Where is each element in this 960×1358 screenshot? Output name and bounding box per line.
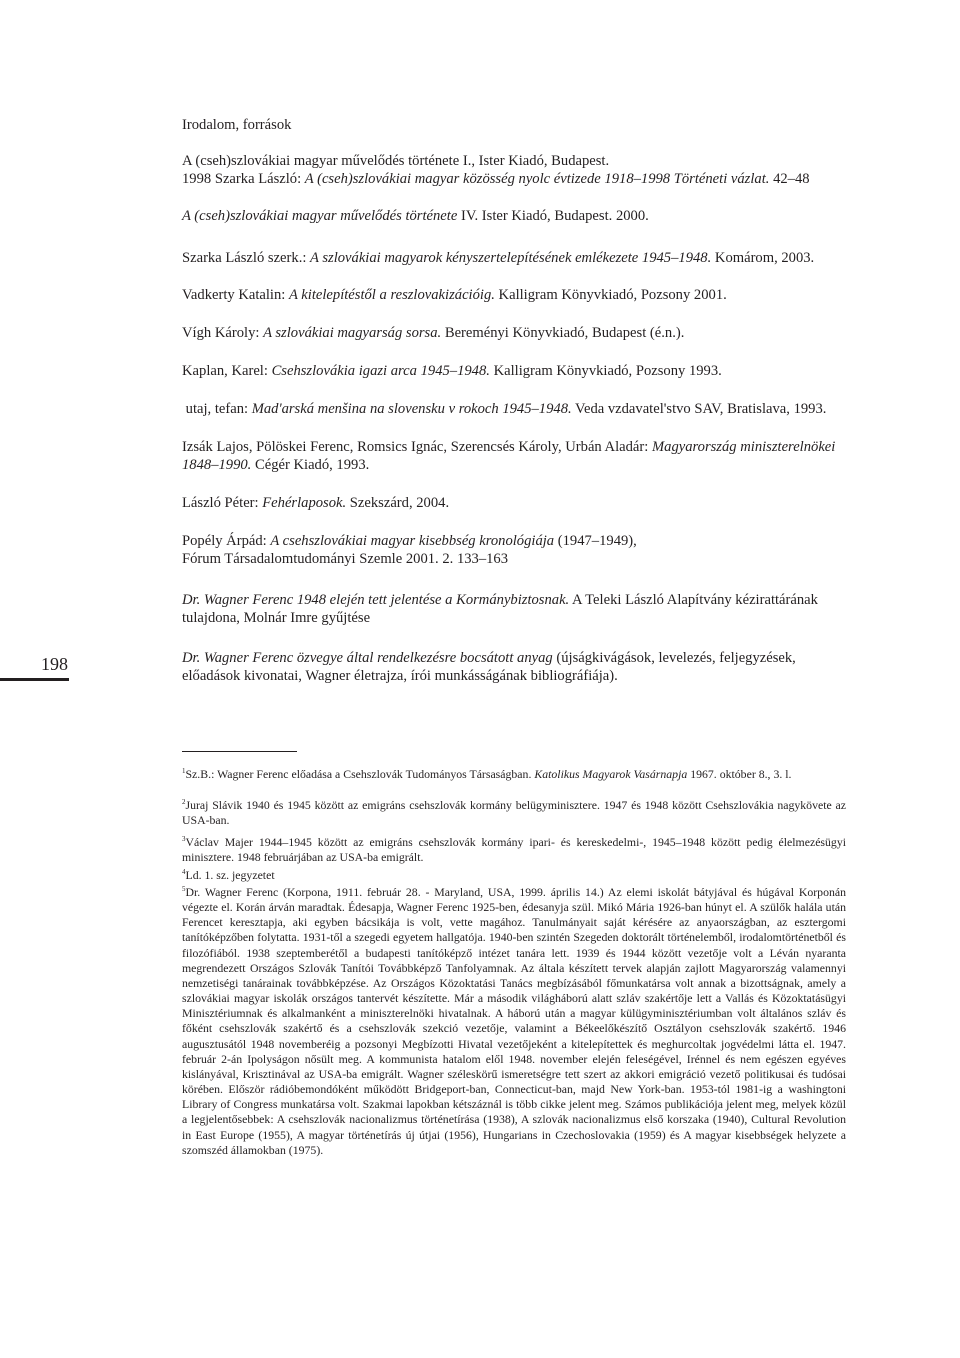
reference-1-line-a: A (cseh)szlovákiai magyar művelődés története I., Ister Kiadó, Budapest. (182, 153, 610, 169)
reference-4: Vadkerty Katalin: A kitelepítéstől a reszlovakizációig. Kalligram Könyvkiadó, Pozsony 2001. (182, 287, 727, 303)
footnote-3-marker: 3 (182, 835, 186, 844)
reference-7: utaj, tefan: Mad'arská menšina na slovensku v rokoch 1945–1948. Veda vzdavatel'stvo SAV, Bratislava, 1993. (182, 401, 827, 417)
reference-2: A (cseh)szlovákiai magyar művelődés története IV. Ister Kiadó, Budapest. 2000. (182, 208, 649, 224)
reference-10-line-b: Fórum Társadalomtudományi Szemle 2001. 2. 133–163 (182, 551, 509, 567)
footnote-5-marker: 5 (182, 885, 186, 894)
footnote-1: $^1$Sz.B.: Wagner Ferenc előadása a Csehszlovák Tudományos Társaságban. Katolikus Magyarok Vasárnapja 1967. október 8., 3. l. (182, 767, 792, 781)
page-number: 198 (41, 654, 68, 674)
footnote-3: $^3$Václav Majer 1944–1945 között az emigráns csehszlovák kormány ipari- és kereskedelmi-, 1945–1948 között pedig élelmezésügyi minisztere. 1948 februárjában az USA-ba emigrált. (182, 835, 846, 865)
footnote-4-marker: 4 (182, 868, 186, 877)
reference-6: Kaplan, Karel: Csehszlovákia igazi arca 1945–1948. Kalligram Könyvkiadó, Pozsony 1993. (182, 363, 722, 379)
reference-10 (182, 532, 844, 568)
reference-9: László Péter: Fehérlaposok. Szekszárd, 2004. (182, 495, 450, 511)
reference-1-line-b: 1998 Szarka László: A (cseh)szlovákiai magyar közösség nyolc évtizede 1918–1998 Történeti vázlat. 42–48 (182, 171, 810, 187)
reference-1 (182, 152, 844, 188)
footnote-1-marker: 1 (182, 767, 186, 776)
footnote-2: $^2$Juraj Slávik 1940 és 1945 között az emigráns csehszlovák kormány belügyminisztere. 1947 és 1948 között Csehszlovákia nagykövete az USA-ban. (182, 798, 846, 828)
reference-5: Vígh Károly: A szlovákiai magyarság sorsa. Bereményi Könyvkiadó, Budapest (é.n.). (182, 325, 685, 341)
reference-12: Dr. Wagner Ferenc özvegye által rendelkezésre bocsátott anyag (újságkivágások, levelezés, feljegyzések, előadások kivonatai, Wagner életrajza, írói munkásságának bibliográfiája). (182, 650, 796, 684)
footnote-2-marker: 2 (182, 798, 186, 807)
page-number-rule (0, 678, 69, 681)
footnote-5: $^5$Dr. Wagner Ferenc (Korpona, 1911. február 28. - Maryland, USA, 1999. április 14.) Az elemi iskolát bátyjával és húgával Korponán végezte el. Korán árván maradtak. Édesapja, Wagner Ferenc 1925-ben, édesanyja szül. Mikó Mária 1926-ban húnyt el. A szülők halála után Ferencet keresztapja, aki egyben bácsikája is volt, vette magához. Tanulmányait saját kérésére az anyaországban, az esztergomi tanítóképzőben folytatta. 1931-től a szegedi egyetem hallgatója. 1940-ben szintén Szegeden doktorált történelemből, irodalomtörténetből és filozófiából. 1938 szeptemberétől a budapesti tanítóképző intézet tanára lett. 1939 és 1944 között vezetője volt a Léván nyaranta megrendezett Országos Szlovák Tanítói Továbbképző Tanfolyamnak. Az általa készített tervek alapján zajlott Magyarország valamennyi nemzetiségi tanárainak továbbképzése. Az Országos Közoktatási Tanács megbízásából főmunkatársa volt annak a bizottságnak, amely a szlovákiai magyar iskolák országos tantervét készítette. Már a második világháború alatt szláv szakértője lett a Vallás és Közoktatásügyi Minisztériumnak és alkalmanként a miniszterelnöki hivatalnak. A háború után a magyar külügyminisztériumban volt általános szláv és főként csehszlovák szakértő és a csehszlovák szekció vezetője, valamint a Békeelőkészítő Osztályon csehszlovák szakértő. 1946 augusztusától 1948 novemberéig a pozsonyi Megbízotti Hivatal vezetőjeként a kitelepítettek és meghurcoltak jogvédelmi látta el. 1947. február 2-án Ipolyságon nősült meg. A kommunista hatalom elől 1948. november elején feleségével, Irénnel és nem egészen egyéves kislányával, Krisztinával az USA-ba emigrált. Wagner széleskörű ismeretségre tett szert az akkori emigráció vezető politikusai és tudósai körében. Először rádióbemondóként működött Bridgeport-ban, Connecticut-ban, majd New York-ban. 1953-tól 1981-ig a washingtoni Library of Congress munkatársa volt. Szakmai lapokban kétszáznál is több cikke jelent meg. Számos publikációja jelent meg, melyek közül a legjelentősebbek: A csehszlovák nacionalizmus történetírása (1938), A szlovák nacionalizmus első korszaka (1940), Cultural Revolution in East Europe (1955), A magyar történetírás új útjai (1956), Hungarians in Czechoslovakia (1959) és A magyar kisebbségek helyzete a szomszéd államokban (1975). (182, 885, 846, 1157)
footnote-4: $^4$Ld. 1. sz. jegyzetet (182, 868, 275, 882)
reference-8: Izsák Lajos, Pölöskei Ferenc, Romsics Ignác, Szerencsés Károly, Urbán Aladár: Magyarország miniszterelnökei 1848–1990. Cégér Kiadó, 1993. (182, 439, 836, 473)
reference-11: Dr. Wagner Ferenc 1948 elején tett jelentése a Kormánybiztosnak. A Teleki László Alapítvány kézirattárának tulajdona, Molnár Imre gyűjtése (182, 592, 818, 626)
footnote-separator (182, 751, 297, 752)
page-heading: Irodalom, források (182, 117, 292, 133)
reference-3: Szarka László szerk.: A szlovákiai magyarok kényszertelepítésének emlékezete 1945–1948. Komárom, 2003. (182, 250, 815, 266)
reference-10-line-a: Popély Árpád: A csehszlovákiai magyar kisebbség kronológiája (1947–1949), (182, 533, 637, 549)
